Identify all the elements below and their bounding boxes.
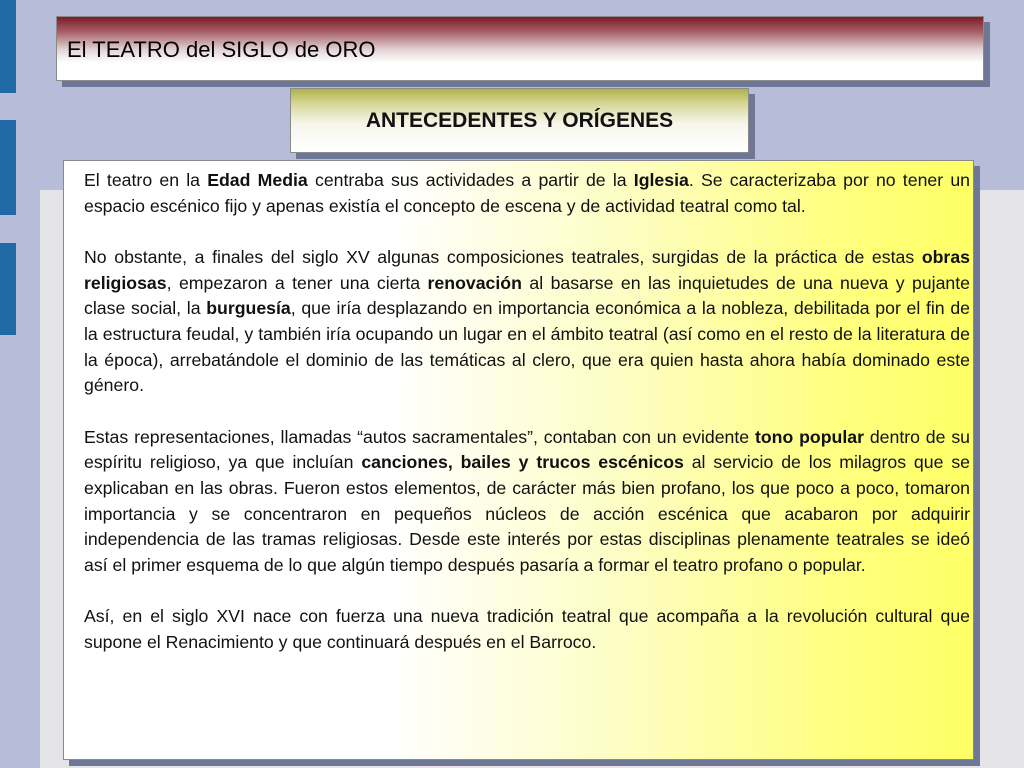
paragraph — [84, 604, 970, 655]
decorative-tab-middle — [0, 120, 16, 215]
text-run-bold: canciones, bailes y trucos escénicos — [361, 452, 684, 473]
slide-title: El TEATRO del SIGLO de ORO — [67, 37, 376, 62]
text-run: al basarse en las inquietudes de una nueva y pujante clase social, la — [84, 272, 970, 319]
text-run: El teatro en la — [84, 170, 208, 190]
text-run-bold: tono popular — [754, 426, 864, 447]
paragraph — [84, 245, 970, 399]
content-text-box — [63, 160, 974, 760]
slide-subtitle: ANTECEDENTES Y ORÍGENES — [365, 109, 674, 132]
text-run-bold: renovación — [427, 272, 522, 293]
text-run: No obstante, a finales del siglo XV algunas composiciones teatrales, surgidas de la práctica de estas — [84, 247, 922, 268]
text-run: Así, en el siglo XVI nace con fuerza una nueva tradición teatral que acompaña a la revolución cultural que supone el Renacimiento y que continuará después en el Barroco. — [84, 606, 970, 652]
paragraph — [84, 168, 970, 219]
text-run: dentro de su espíritu religioso, ya que incluían — [84, 426, 970, 473]
text-run-bold: obras religiosas — [84, 247, 970, 293]
decorative-tab-bottom — [0, 243, 16, 335]
text-run: al servicio de los milagros que se explicaban en las obras. Fueron estos elementos, de carácter más bien profano, los que poco a poco, tomaron importancia y se concentraron en pequeños núcleos de acción escénica que acabaron por adquirir independencia de las tramas religiosas. Desde este interés por estas disciplinas plenamente teatrales se ideó así el primer esquema de lo que algún tiempo después pasaría a formar el teatro profano o popular. — [84, 452, 971, 575]
decorative-tab-top — [0, 0, 16, 93]
paragraph — [84, 425, 970, 579]
text-run-bold: burguesía — [206, 298, 291, 319]
text-run: centraba sus actividades a partir de la — [307, 170, 634, 190]
text-run: , empezaron a tener una cierta — [166, 272, 428, 293]
text-run-bold: Iglesia — [633, 170, 689, 190]
slide-title-box — [56, 16, 984, 81]
text-run-bold: Edad Media — [207, 170, 308, 190]
text-run: , que iría desplazando en importancia económica a la nobleza, debilitada por el fin de la estructura feudal, y también iría ocupando un lugar en el ámbito teatral (así como en el resto de la literatura de la época), arrebatándole el dominio de las temáticas al clero, que era quien hasta ahora había dominado este género. — [84, 298, 970, 396]
text-run: . Se caracterizaba por no tener un espacio escénico fijo y apenas existía el concepto de escena y de actividad teatral como tal. — [84, 170, 970, 216]
slide-subtitle-box — [290, 88, 749, 153]
text-run: Estas representaciones, llamadas “autos sacramentales”, contaban con un evidente — [84, 426, 755, 447]
